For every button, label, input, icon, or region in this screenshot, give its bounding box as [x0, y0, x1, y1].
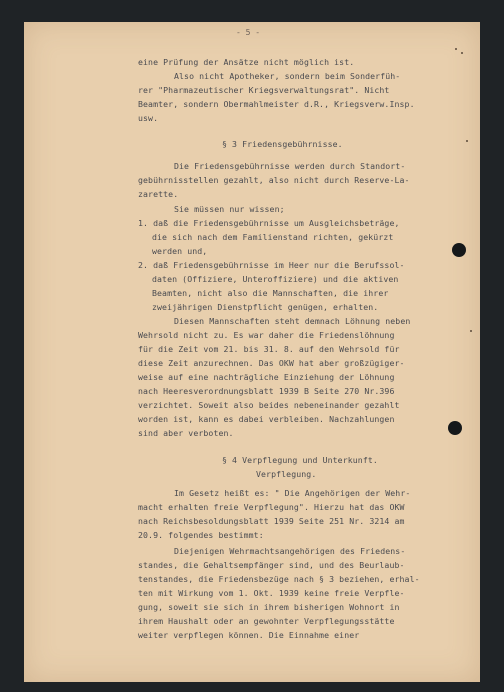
- paper-speck: [470, 330, 472, 332]
- punch-hole-top: [452, 243, 466, 257]
- paper-speck: [455, 48, 457, 50]
- text-line: Im Gesetz heißt es: " Die Angehörigen der Wehr-: [174, 488, 411, 498]
- text-line: gung, soweit sie sich in ihrem bisherigen Wohnort in: [138, 602, 400, 612]
- text-line: tenstandes, die Friedensbezüge nach § 3 beziehen, erhal-: [138, 574, 420, 584]
- text-line: Diesen Mannschaften steht demnach Löhnung neben: [174, 316, 411, 326]
- text-line: Beamten, nicht also die Mannschaften, die ihrer: [152, 288, 389, 298]
- text-line: Sie müssen nur wissen;: [174, 204, 285, 214]
- text-line: 20.9. folgendes bestimmt:: [138, 530, 264, 540]
- text-line: Also nicht Apotheker, sondern beim Sonderfüh-: [174, 71, 401, 81]
- text-line: eine Prüfung der Ansätze nicht möglich ist.: [138, 57, 355, 67]
- text-line: für die Zeit vom 21. bis 31. 8. auf den Wehrsold für: [138, 344, 400, 354]
- text-line: rer "Pharmazeutischer Kriegsverwaltungsrat". Nicht: [138, 85, 390, 95]
- text-line: Diejenigen Wehrmachtsangehörigen des Friedens-: [174, 546, 406, 556]
- text-line: nach Reichsbesoldungsblatt 1939 Seite 251 Nr. 3214 am: [138, 516, 405, 526]
- paper-speck: [461, 52, 463, 54]
- paper-speck: [466, 140, 468, 142]
- text-line: ten mit Wirkung vom 1. Okt. 1939 keine freie Verpfle-: [138, 588, 405, 598]
- subsection-heading: Verpflegung.: [256, 469, 317, 479]
- text-line: die sich nach dem Familienstand richten, gekürzt: [152, 232, 394, 242]
- text-line: sind aber verboten.: [138, 428, 234, 438]
- punch-hole-bottom: [448, 421, 462, 435]
- text-line: macht erhalten freie Verpflegung". Hierzu hat das OKW: [138, 502, 405, 512]
- text-line: nach Heeresverordnungsblatt 1939 B Seite 270 Nr.396: [138, 386, 395, 396]
- text-line: 1. daß die Friedensgebührnisse um Ausgleichsbeträge,: [138, 218, 400, 228]
- text-line: ihrem Haushalt oder an gewohnter Verpflegungsstätte: [138, 616, 395, 626]
- text-line: diese Zeit anzurechnen. Das OKW hat aber großzügiger-: [138, 358, 405, 368]
- text-line: verzichtet. Soweit also beides nebeneinander gezahlt: [138, 400, 400, 410]
- text-line: Wehrsold nicht zu. Es war daher die Friedenslöhnung: [138, 330, 395, 340]
- text-line: Beamter, sondern Obermahlmeister d.R., Kriegsverw.Insp.: [138, 99, 415, 109]
- text-line: usw.: [138, 113, 159, 123]
- text-line: daten (Offiziere, Unteroffiziere) und die aktiven: [152, 274, 399, 284]
- text-line: Die Friedensgebührnisse werden durch Standort-: [174, 161, 406, 171]
- page-number: - 5 -: [236, 28, 261, 37]
- text-line: werden und,: [152, 246, 208, 256]
- text-line: gebührnisstellen gezahlt, also nicht durch Reserve-La-: [138, 175, 410, 185]
- text-line: worden ist, kann es dabei verbleiben. Nachzahlungen: [138, 414, 395, 424]
- section-heading: § 3 Friedensgebührnisse.: [222, 139, 343, 149]
- text-line: standes, die Gehaltsempfänger sind, und des Beurlaub-: [138, 560, 405, 570]
- text-line: 2. daß Friedensgebührnisse im Heer nur die Berufssol-: [138, 260, 405, 270]
- section-heading: § 4 Verpflegung und Unterkunft.: [222, 455, 378, 465]
- text-line: weise auf eine nachträgliche Einziehung der Löhnung: [138, 372, 395, 382]
- text-line: zweijährigen Dienstpflicht genügen, erhalten.: [152, 302, 379, 312]
- text-line: weiter verpflegen können. Die Einnahme einer: [138, 630, 360, 640]
- text-line: zarette.: [138, 189, 179, 199]
